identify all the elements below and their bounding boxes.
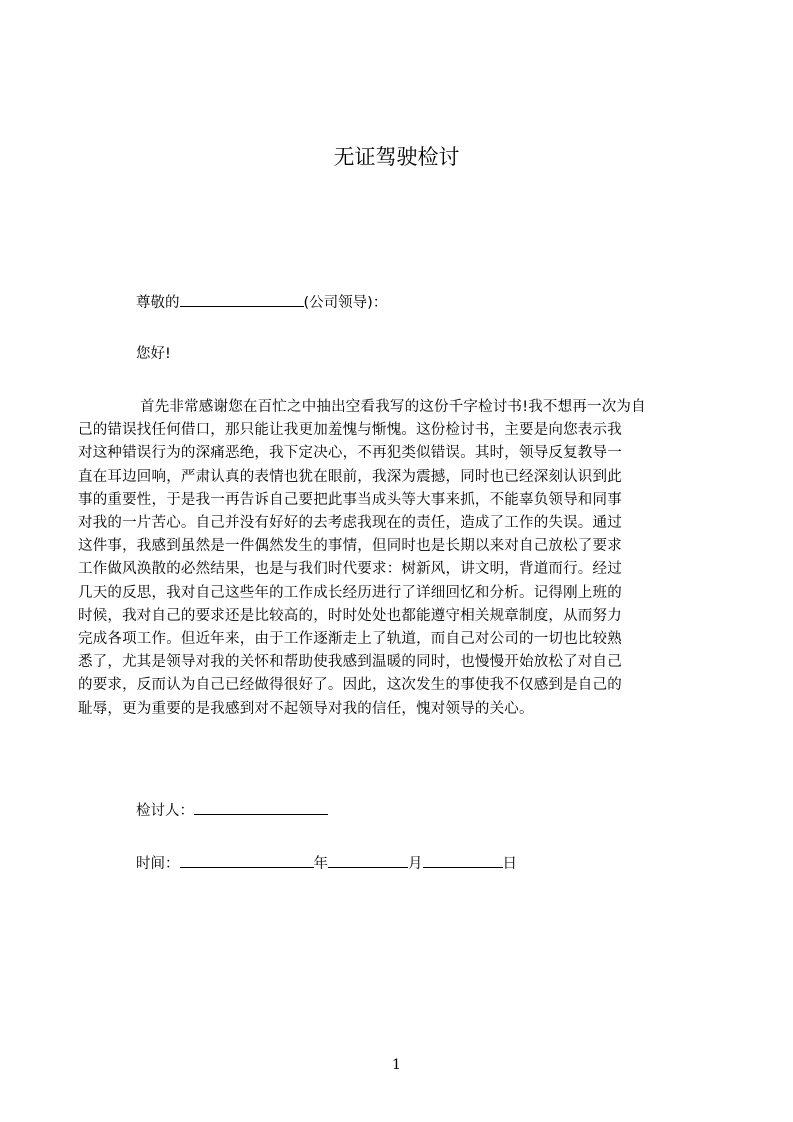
year-blank <box>180 852 314 868</box>
body-line: 工作做风涣散的必然结果，也是与我们时代要求：树新风，讲文明，背道而行。经过 <box>78 561 622 578</box>
signer-label: 检讨人： <box>136 803 194 819</box>
body-line: 对这种错误行为的深痛恶绝，我下定决心，不再犯类似错误。其时，领导反复教导一 <box>78 445 622 462</box>
day-blank <box>423 852 503 868</box>
body-line: 首先非常感谢您在百忙之中抽出空看我写的这份千字检讨书!我不想再一次为自 <box>140 399 646 415</box>
body-line: 的要求，反而认为自己已经做得很好了。因此，这次发生的事使我不仅感到是自己的 <box>78 677 622 694</box>
body-line: 悉了，尤其是领导对我的关怀和帮助使我感到温暖的同时，也慢慢开始放松了对自己 <box>78 654 622 671</box>
body-line: 几天的反思，我对自己这些年的工作成长经历进行了详细回忆和分析。记得刚上班的 <box>78 584 622 601</box>
date-label: 时间： <box>136 856 180 872</box>
body-line: 时候，我对自己的要求还是比较高的，时时处处也都能遵守相关规章制度，从而努力 <box>78 607 622 624</box>
body-paragraph <box>78 396 698 721</box>
date-line <box>136 852 517 874</box>
body-line: 己的错误找任何借口，那只能让我更加羞愧与惭愧。这份检讨书，主要是向您表示我 <box>78 422 622 439</box>
body-line: 对我的一片苦心。自己并没有好好的去考虑我现在的责任，造成了工作的失误。通过 <box>78 515 622 532</box>
body-line: 直在耳边回响，严肃认真的表情也犹在眼前，我深为震撼，同时也已经深刻认识到此 <box>78 468 622 485</box>
page-number: 1 <box>392 1057 401 1073</box>
body-line: 完成各项工作。但近年来，由于工作逐渐走上了轨道，而自己对公司的一切也比较熟 <box>78 631 622 648</box>
month-blank <box>328 852 408 868</box>
signer-line <box>136 799 328 821</box>
signer-blank <box>194 799 328 815</box>
day-label: 日 <box>502 856 517 872</box>
salutation-line <box>136 291 387 313</box>
body-line: 耻辱，更为重要的是我感到对不起领导对我的信任，愧对领导的关心。 <box>78 700 534 717</box>
document-title: 无证驾驶检讨 <box>333 145 460 169</box>
month-label: 月 <box>408 856 423 872</box>
salutation-prefix: 尊敬的 <box>136 295 180 311</box>
body-line: 事的重要性，于是我一再告诉自己要把此事当成头等大事来抓，不能辜负领导和同事 <box>78 491 622 508</box>
recipient-blank <box>180 291 304 307</box>
greeting: 您好! <box>136 346 171 362</box>
body-line: 这件事，我感到虽然是一件偶然发生的事情，但同时也是长期以来对自己放松了要求 <box>78 538 622 555</box>
year-label: 年 <box>313 856 328 872</box>
salutation-suffix: (公司领导)： <box>303 295 388 311</box>
